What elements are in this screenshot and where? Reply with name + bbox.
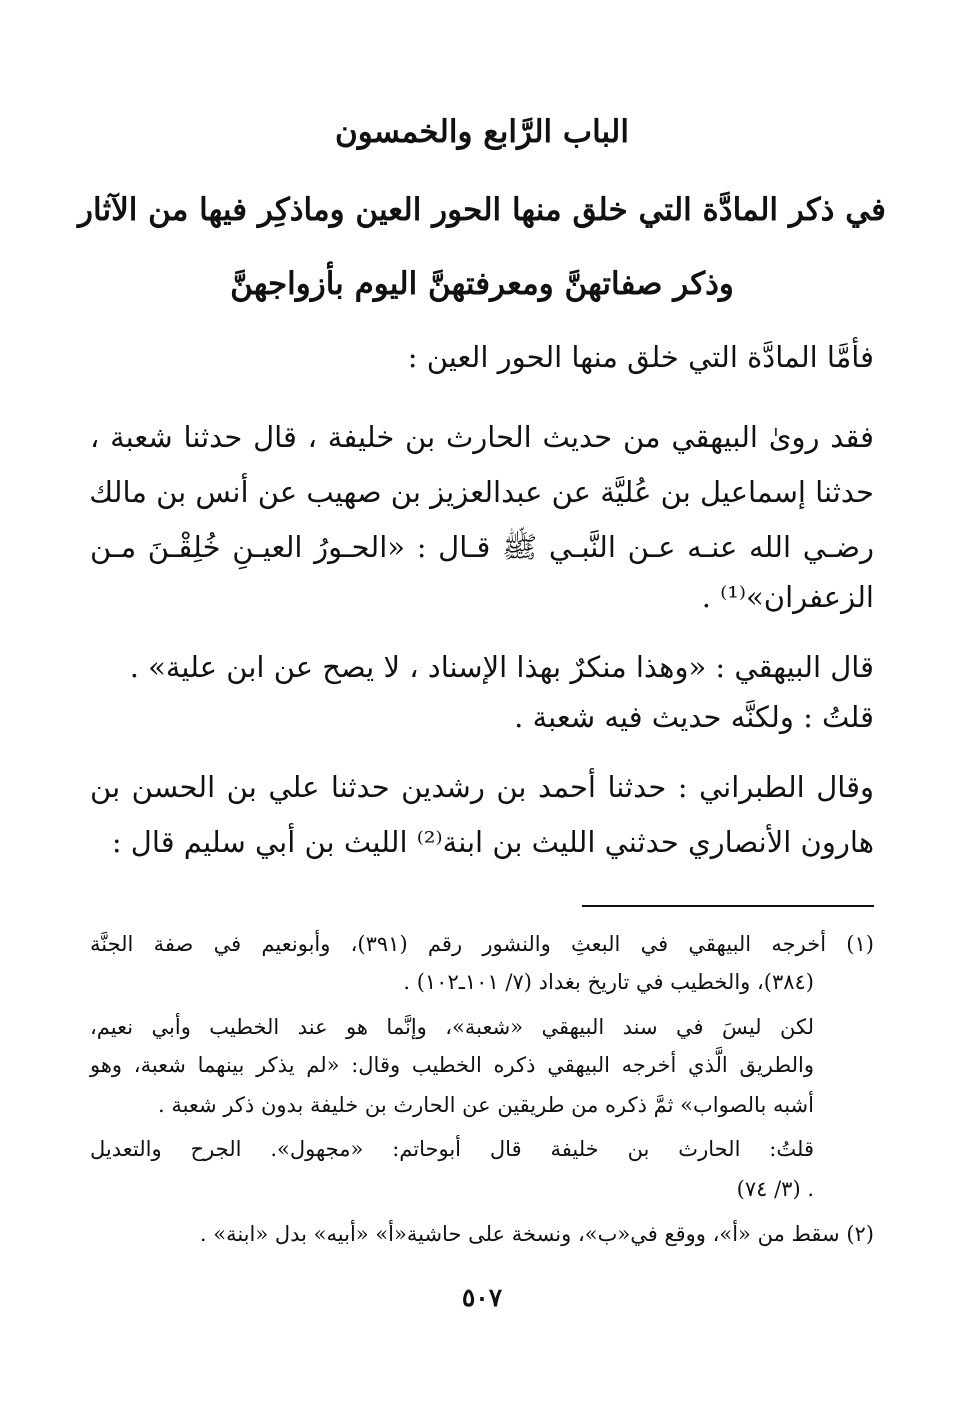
footnote-divider: [582, 905, 874, 907]
footnote-1-line-6: قلتُ: الحارث بن خليفة قال أبوحاتم: «مجهول». الجرح والتعديل: [90, 1137, 814, 1161]
footnote-1-line-3: لكن ليسَ في سند البيهقي «شعبة»، وإنَّما هو عند الخطيب وأبي نعيم،: [90, 1015, 814, 1039]
chapter-subtitle-line-2: وذكر صفاتهنَّ ومعرفتهنَّ اليوم بأزواجهنَّ: [230, 266, 734, 302]
footnote-1-line-7: (٣/ ٧٤) .: [736, 1177, 814, 1201]
paragraph-2-line-1: قال البيهقي : «وهذا منكرٌ بهذا الإسناد ، لا يصح عن ابن علية» .: [129, 650, 874, 684]
footnote-1-line-2: (٣٨٤)، والخطيب في تاريخ بغداد (٧/ ١٠١ـ١٠٢) .: [403, 970, 814, 994]
paragraph-1-line-1: فقد روىٰ البيهقي من حديث الحارث بن خليفة ، قال حدثنا شعبة ،: [90, 420, 874, 454]
paragraph-1-line-3: رضـي الله عنـه عـن النَّبـي ﷺ قـال : «الحـورُ العيـنِ خُلِقْـنَ مـن: [90, 530, 874, 564]
footnote-1-line-4: والطريق الَّذي أخرجه البيهقي ذكره الخطيب وقال: «لم يذكر بينهما شعبة، وهو: [90, 1053, 814, 1077]
page-number: ٥٠٧: [461, 1283, 503, 1312]
footnote-2: (٢) سقط من «أ»، ووقع في«ب»، ونسخة على حاشية«أ» «أبيه» بدل «ابنة» .: [199, 1222, 874, 1246]
chapter-subtitle-line-1: في ذكر المادَّة التي خلق منها الحور العين وماذكِر فيها من الآثار: [78, 192, 886, 228]
paragraph-2-line-2: قلتُ : ولكنَّه حديث فيه شعبة .: [514, 700, 874, 734]
paragraph-1-line-2: حدثنا إسماعيل بن عُليَّة عن عبدالعزيز بن صهيب عن أنس بن مالك: [89, 475, 874, 509]
paragraph-3-line-2: هارون الأنصاري حدثني الليث بن ابنة⁽²⁾ الليث بن أبي سليم قال :: [111, 825, 874, 859]
chapter-title: الباب الرَّابع والخمسون: [335, 114, 629, 150]
section-heading: فأمَّا المادَّة التي خلق منها الحور العين :: [407, 340, 874, 374]
paragraph-1-line-4: الزعفران»⁽¹⁾ .: [701, 580, 874, 614]
paragraph-3-line-1: وقال الطبراني : حدثنا أحمد بن رشدين حدثنا علي بن الحسن بن: [90, 770, 874, 804]
footnote-1-line-1: (١) أخرجه البيهقي في البعثِ والنشور رقم (٣٩١)، وأبونعيم في صفة الجنَّة: [90, 932, 874, 956]
footnote-1-line-5: أشبه بالصواب» ثمَّ ذكره من طريقين عن الحارث بن خليفة بدون ذكر شعبة .: [157, 1093, 814, 1117]
